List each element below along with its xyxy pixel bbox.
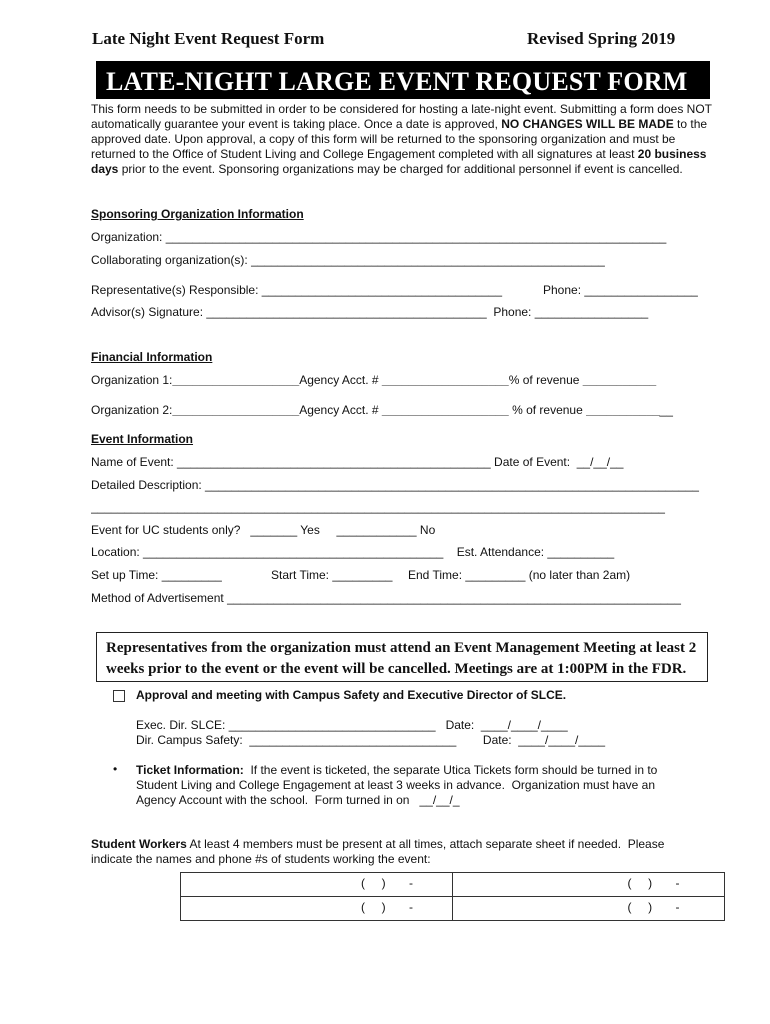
campus-safety-signature-field[interactable]: Dir. Campus Safety: _______________________________ Date: ____/____/____ — [136, 733, 606, 747]
revenue-blank-tail: __ — [659, 403, 673, 417]
uc-students-only-field[interactable]: Event for UC students only? _______ Yes ____________ No — [91, 523, 436, 537]
row-label: % of revenue — [508, 373, 583, 387]
worker-cell[interactable] — [181, 897, 453, 921]
form-title-bar — [96, 61, 710, 99]
student-workers-line-2: indicate the names and phone #s of students working the event: — [91, 852, 431, 866]
worker-cell[interactable] — [181, 873, 453, 897]
revenue-blank[interactable]: ___________ — [582, 373, 657, 387]
student-workers-label: Student Workers — [91, 837, 187, 851]
row-label: Organization 2: — [91, 403, 173, 417]
worker-cell[interactable] — [452, 873, 725, 897]
student-workers-table — [180, 872, 725, 921]
row-label: Agency Acct. # — [299, 373, 382, 387]
meeting-notice-text: Representatives from the organization must attend an Event Management Meeting at least 2 weeks prior to the event or the event will be cancelled. Meetings are at 1:00PM in the FDR. — [106, 640, 697, 677]
approval-checkbox[interactable] — [113, 690, 125, 702]
representative-phone-field[interactable]: Phone: _________________ — [543, 283, 698, 297]
agency-acct-blank[interactable]: ___________________ — [381, 373, 509, 387]
meeting-notice-box — [96, 632, 708, 682]
row-label: % of revenue — [508, 403, 587, 417]
exec-dir-signature-field[interactable]: Exec. Dir. SLCE: _______________________________ Date: ____/____/____ — [136, 718, 568, 732]
representative-field[interactable]: Representative(s) Responsible: ____________________________________ — [91, 283, 503, 297]
intro-text: prior to the event. Sponsoring organizations may be charged for additional personnel if event is cancelled. — [118, 162, 683, 176]
table-row — [181, 897, 725, 921]
intro-emphasis: NO CHANGES WILL BE MADE — [501, 117, 674, 131]
intro-emphasis: 20 business days — [91, 147, 707, 176]
phone-template: ( ) - — [627, 876, 680, 890]
start-time-field[interactable]: Start Time: _________ — [271, 568, 393, 582]
revenue-blank[interactable]: ___________ — [586, 403, 660, 417]
intro-text: This form needs to be submitted in order to be considered for hosting a late-night event. Submitting a form does NOT automatically guarantee your event is taking place. Once a date is approved, — [91, 102, 712, 131]
event-name-field[interactable]: Name of Event: _______________________________________________ Date of Event: __/__/__ — [91, 455, 624, 469]
ticket-info-label: Ticket Information: — [136, 763, 244, 777]
phone-template: ( ) - — [627, 900, 680, 914]
organization-2-row[interactable] — [91, 403, 673, 417]
header-revision: Revised Spring 2019 — [527, 29, 676, 48]
ticket-info-line-2: Student Living and College Engagement at least 3 weeks in advance. Organization must have an — [136, 778, 655, 792]
event-heading: Event Information — [91, 432, 194, 446]
bullet-icon: • — [113, 762, 118, 776]
intro-text: to the approved date. Upon approval, a copy of this form will be returned to the sponsoring organization and must be returned to the Office of Student Living and College Engagement completed with all signatures at least — [91, 117, 708, 161]
setup-time-field[interactable]: Set up Time: _________ — [91, 568, 222, 582]
phone-template: ( ) - — [361, 876, 413, 890]
intro-paragraph — [91, 102, 721, 177]
end-time-field[interactable]: End Time: _________ (no later than 2am) — [408, 568, 631, 582]
advisor-signature-field[interactable]: Advisor(s) Signature: __________________________________________ Phone: _________________ — [91, 305, 649, 319]
header-title: Late Night Event Request Form — [92, 29, 325, 48]
agency-acct-blank[interactable]: ___________________ — [381, 403, 509, 417]
collaborating-field[interactable]: Collaborating organization(s): _____________________________________________________ — [91, 253, 605, 267]
form-title: LATE-NIGHT LARGE EVENT REQUEST FORM — [106, 67, 688, 96]
student-workers-text: At least 4 members must be present at all times, attach separate sheet if needed. Please — [186, 837, 665, 851]
table-row — [181, 873, 725, 897]
approval-label: Approval and meeting with Campus Safety and Executive Director of SLCE. — [136, 688, 567, 702]
phone-template: ( ) - — [361, 900, 413, 914]
organization-1-row[interactable] — [91, 373, 656, 387]
advertisement-field[interactable]: Method of Advertisement ____________________________________________________________________ — [91, 591, 681, 605]
row-label: Organization 1: — [91, 373, 173, 387]
description-field[interactable]: Detailed Description: __________________________________________________________________________ — [91, 478, 699, 492]
org-name-blank[interactable]: ___________________ — [172, 373, 300, 387]
ticket-info-line-3[interactable]: Agency Account with the school. Form turned in on __/__/_ — [136, 793, 460, 807]
location-field[interactable]: Location: _____________________________________________ Est. Attendance: __________ — [91, 545, 615, 559]
student-workers-line-1 — [91, 837, 664, 851]
worker-cell[interactable] — [452, 897, 725, 921]
ticket-info-line-1 — [136, 763, 657, 777]
ticket-info-text: If the event is ticketed, the separate Utica Tickets form should be turned in to — [243, 763, 658, 777]
sponsoring-heading: Sponsoring Organization Information — [91, 207, 304, 221]
org-name-blank[interactable]: ___________________ — [172, 403, 300, 417]
description-field-line-2[interactable]: ______________________________________________________________________________________ — [91, 500, 665, 514]
organization-field[interactable]: Organization: ___________________________________________________________________________ — [91, 230, 667, 244]
financial-heading: Financial Information — [91, 350, 213, 364]
row-label: Agency Acct. # — [299, 403, 382, 417]
